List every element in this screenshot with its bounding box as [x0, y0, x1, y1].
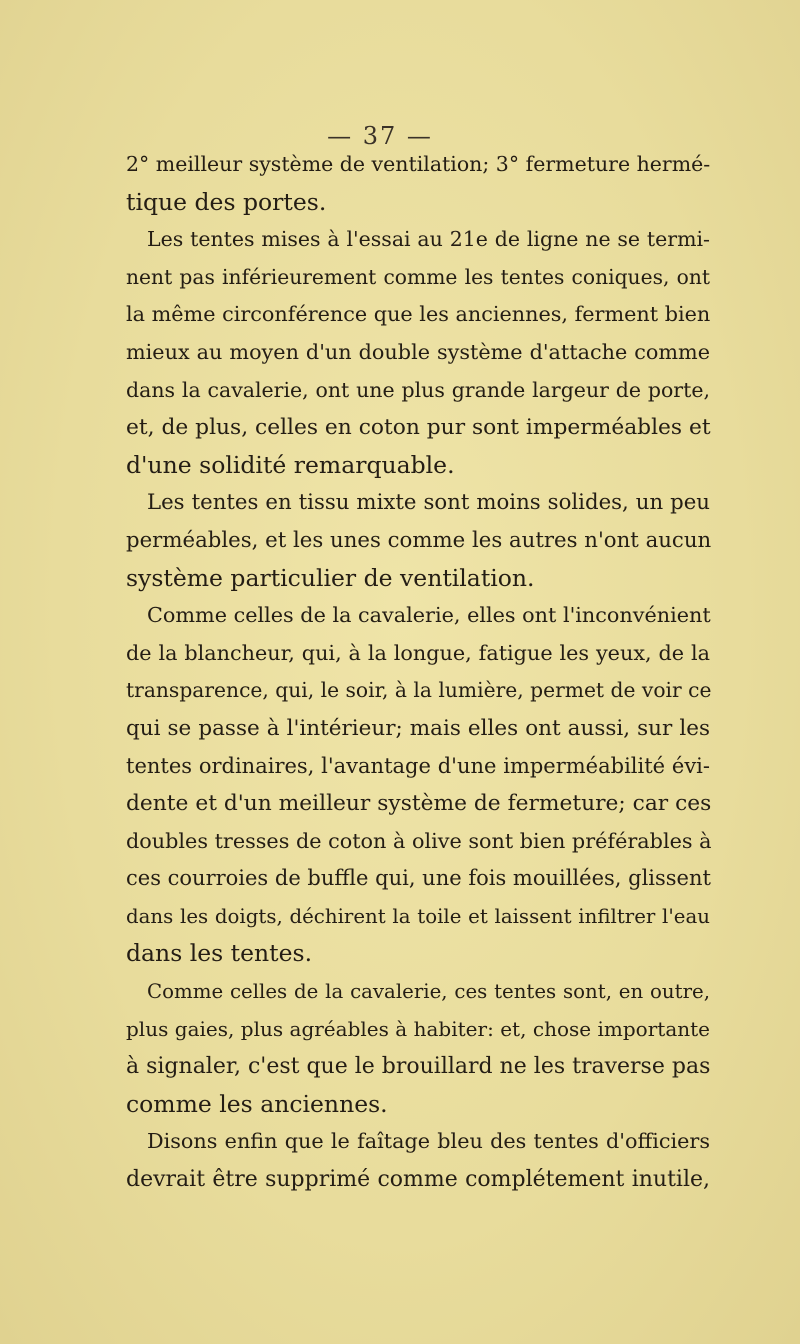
text-line: tique des portes.	[126, 187, 327, 216]
text-line: plus gaies, plus agréables à habiter: et, chose importante	[126, 1016, 710, 1041]
text-line: doubles tresses de coton à olive sont bien préférables à	[126, 828, 712, 853]
text-line: dans la cavalerie, ont une plus grande largeur de porte,	[126, 377, 710, 402]
text-line: devrait être supprimé comme complétement inutile,	[126, 1167, 710, 1193]
text-line: dente et d'un meilleur système de fermeture; car ces	[126, 791, 712, 817]
text-line: de la blancheur, qui, à la longue, fatigue les yeux, de la	[126, 640, 710, 665]
text-line: comme les anciennes.	[126, 1089, 388, 1118]
text-line: Comme celles de la cavalerie, elles ont l'inconvénient	[147, 603, 711, 628]
text-line: transparence, qui, le soir, à la lumière, permet de voir ce	[126, 678, 712, 703]
text-line: dans les tentes.	[126, 939, 313, 968]
text-line: Les tentes en tissu mixte sont moins solides, un peu	[147, 490, 710, 516]
text-line: Disons enfin que le faîtage bleu des tentes d'officiers	[147, 1129, 710, 1154]
text-line: perméables, et les unes comme les autres n'ont aucun	[126, 527, 712, 553]
text-line: 2° meilleur système de ventilation; 3° fermeture hermé-	[126, 152, 711, 176]
text-line: à signaler, c'est que le brouillard ne les traverse pas	[126, 1054, 711, 1080]
text-line: qui se passe à l'intérieur; mais elles ont aussi, sur les	[126, 715, 710, 741]
text-line: nent pas inférieurement comme les tentes coniques, ont	[126, 264, 710, 289]
text-line: ces courroies de buffle qui, une fois mouillées, glissent	[126, 866, 711, 891]
text-line: Comme celles de la cavalerie, ces tentes sont, en outre,	[147, 980, 710, 1004]
text-line: d'une solidité remarquable.	[126, 450, 455, 479]
text-line: la même circonférence que les anciennes, ferment bien	[126, 302, 711, 327]
text-line: système particulier de ventilation.	[126, 563, 535, 592]
text-line: dans les doigts, déchirent la toile et laissent infiltrer l'eau	[126, 904, 710, 928]
text-line: et, de plus, celles en coton pur sont imperméables et	[126, 415, 711, 441]
text-line: mieux au moyen d'un double système d'attache comme	[126, 339, 710, 364]
text-line: tentes ordinaires, l'avantage d'une imperméabilité évi-	[126, 753, 710, 778]
page-number: — 37 —	[327, 122, 433, 150]
text-line: Les tentes mises à l'essai au 21e de ligne ne se termi-	[147, 227, 710, 252]
body-text	[126, 146, 710, 1199]
